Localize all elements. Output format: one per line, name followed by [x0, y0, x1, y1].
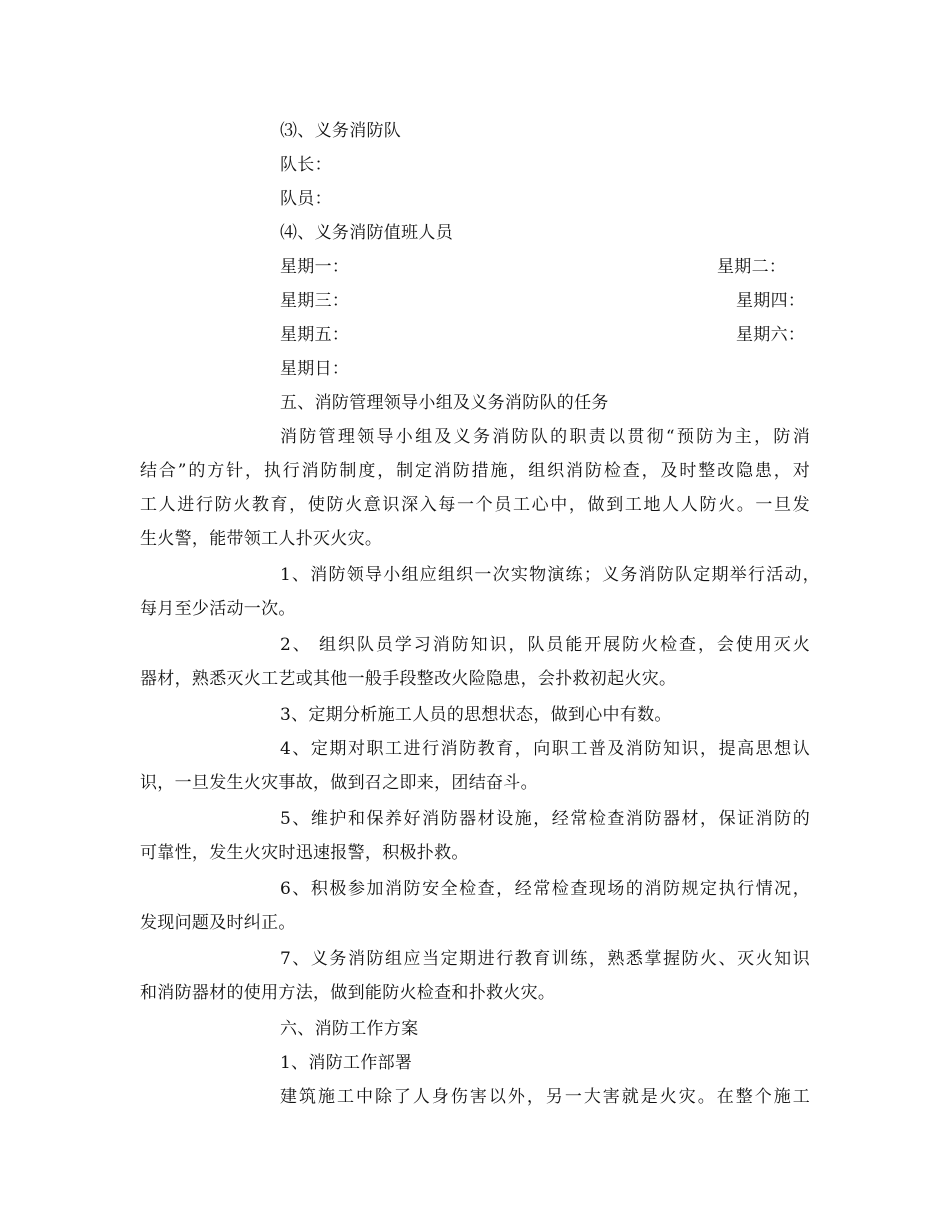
section-five-intro-line: 生火警，能带领工人扑灭火灾。: [140, 529, 383, 549]
team-members-label: 队员：: [280, 189, 332, 209]
section-five-intro-line: 结合”的方针，执行消防制度，制定消防措施，组织消防检查，及时整改隐患，对: [140, 461, 810, 481]
task-item-2-line: 器材，熟悉灭火工艺或其他一般手段整改火险隐患，会扑救初起火灾。: [140, 669, 677, 689]
duty-monday-label: 星期一：: [280, 257, 350, 277]
task-item-1-line: 1、消防领导小组应组织一次实物演练；义务消防队定期举行活动，: [280, 565, 820, 585]
duty-staff-heading: ⑷、义务消防值班人员: [280, 223, 453, 243]
team-leader-label: 队长：: [280, 155, 332, 175]
duty-friday-label: 星期五：: [280, 325, 350, 345]
fire-team-heading: ⑶、义务消防队: [280, 121, 402, 141]
duty-thursday-label: 星期四：: [736, 291, 806, 311]
duty-tuesday-label: 星期二：: [717, 257, 787, 277]
section-five-intro-line: 消防管理领导小组及义务消防队的职责以贯彻“预防为主，防消: [280, 427, 810, 447]
task-item-7-line: 7、义务消防组应当定期进行教育训练，熟悉掌握防火、灭火知识: [280, 949, 810, 969]
task-item-3-line: 3、定期分析施工人员的思想状态，做到心中有数。: [280, 705, 672, 725]
task-item-5-line: 可靠性，发生火灾时迅速报警，积极扑救。: [140, 843, 469, 863]
section-five-heading: 五、消防管理领导小组及义务消防队的任务: [280, 393, 609, 413]
section-six-heading: 六、消防工作方案: [280, 1019, 419, 1039]
section-five-intro-line: 工人进行防火教育，使防火意识深入每一个员工心中，做到工地人人防火。一旦发: [140, 495, 810, 515]
task-item-7-line: 和消防器材的使用方法，做到能防火检查和扑救火灾。: [140, 983, 556, 1003]
duty-wednesday-label: 星期三：: [280, 291, 350, 311]
task-item-2-line: 2、 组织队员学习消防知识，队员能开展防火检查，会使用灭火: [280, 635, 810, 655]
duty-sunday-label: 星期日：: [280, 359, 350, 379]
task-item-6-line: 发现问题及时纠正。: [140, 913, 296, 933]
section-six-paragraph-line: 建筑施工中除了人身伤害以外，另一大害就是火灾。在整个施工: [280, 1087, 810, 1107]
duty-saturday-label: 星期六：: [736, 325, 806, 345]
fire-work-deployment-heading: 1、消防工作部署: [280, 1053, 413, 1073]
task-item-1-line: 每月至少活动一次。: [140, 599, 296, 619]
task-item-6-line: 6、积极参加消防安全检查，经常检查现场的消防规定执行情况，: [280, 879, 810, 899]
task-item-4-line: 4、定期对职工进行消防教育，向职工普及消防知识，提高思想认: [280, 739, 810, 759]
task-item-4-line: 识，一旦发生火灾事故，做到召之即来，团结奋斗。: [140, 773, 538, 793]
task-item-5-line: 5、维护和保养好消防器材设施，经常检查消防器材，保证消防的: [280, 809, 810, 829]
